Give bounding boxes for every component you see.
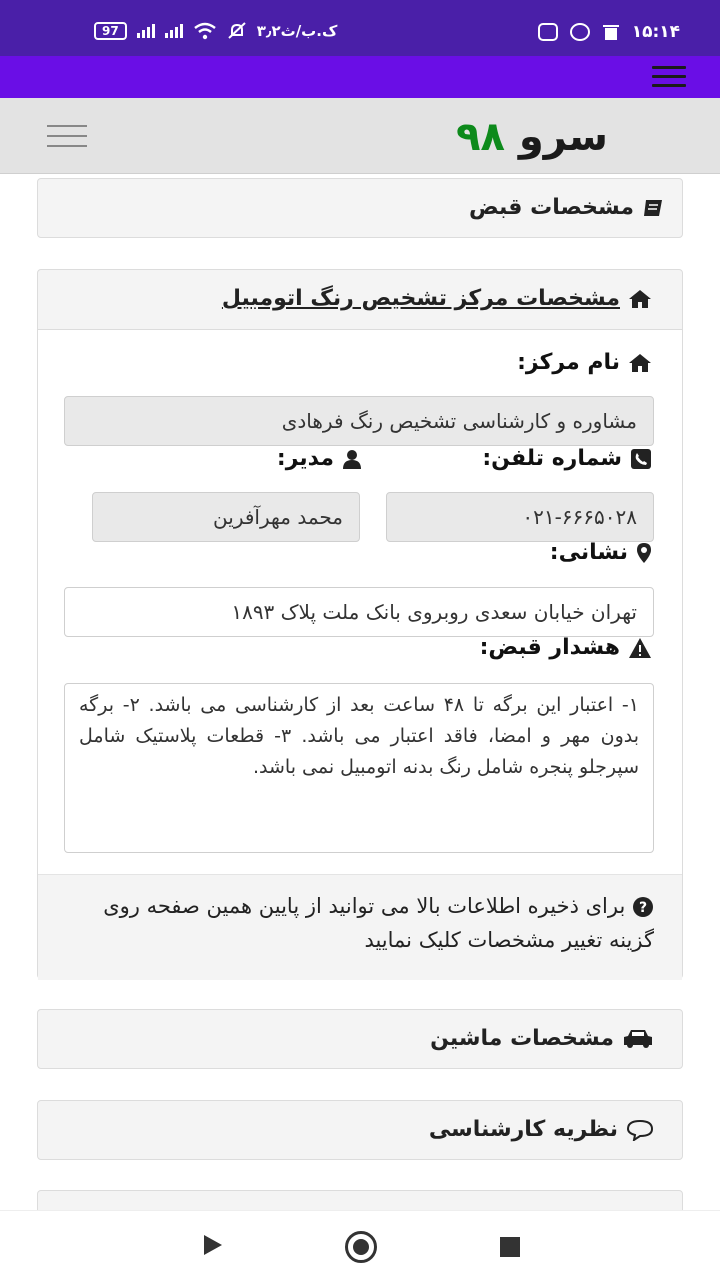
phone-label bbox=[482, 446, 652, 471]
signal-icon-2 bbox=[165, 24, 183, 38]
car-panel-title[interactable] bbox=[430, 1026, 654, 1051]
receipt-title-text: مشخصات قبض bbox=[469, 195, 634, 220]
center-panel bbox=[37, 269, 683, 979]
map-pin-icon bbox=[636, 542, 652, 564]
center-name-field[interactable]: مشاوره و کارشناسی تشخیص رنگ فرهادی bbox=[64, 396, 654, 446]
logo[interactable] bbox=[456, 114, 608, 160]
hamburger-icon[interactable] bbox=[47, 125, 87, 147]
menu-icon[interactable] bbox=[652, 66, 686, 88]
manager-field[interactable]: محمد مهرآفرین bbox=[92, 492, 360, 542]
battery-icon: 97 bbox=[94, 22, 127, 40]
home-icon bbox=[628, 353, 652, 373]
address-label-text: نشانی: bbox=[549, 540, 628, 565]
expert-panel-title[interactable] bbox=[429, 1117, 654, 1142]
status-right bbox=[538, 22, 680, 42]
receipt-panel-title[interactable] bbox=[469, 195, 664, 220]
car-panel[interactable] bbox=[37, 1009, 683, 1069]
clock: ۱۵:۱۴ bbox=[631, 22, 680, 42]
status-left bbox=[94, 22, 337, 40]
status-bar bbox=[0, 0, 720, 56]
signal-icon bbox=[137, 24, 155, 38]
warning-label-text: هشدار قبض: bbox=[479, 635, 620, 660]
manager-label bbox=[277, 446, 362, 471]
phone-field[interactable]: ۰۲۱-۶۶۶۵۰۲۸ bbox=[386, 492, 654, 542]
expert-title-text: نظریه کارشناسی bbox=[428, 1117, 618, 1142]
app-e-icon bbox=[570, 23, 590, 41]
svg-text:?: ? bbox=[638, 900, 648, 916]
center-panel-footer bbox=[38, 874, 682, 980]
warning-icon bbox=[628, 637, 652, 659]
center-panel-title[interactable] bbox=[222, 286, 652, 311]
center-name-label bbox=[517, 350, 652, 375]
network-speed: ۳٫۲ک.ب/ث bbox=[256, 22, 338, 40]
back-icon[interactable] bbox=[204, 1235, 222, 1255]
logo-word: سرو bbox=[518, 114, 608, 160]
main-content bbox=[0, 174, 720, 1210]
warning-textarea[interactable]: ۱- اعتبار این برگه تا ۴۸ ساعت بعد از کارشناسی می باشد. ۲- برگه بدون مهر و امضا، فاقد اعتبار می باشد. ۳- قطعات پلاستیک شامل سپرجلو پنجره شامل رنگ بدنه اتومبیل نمی باشد. bbox=[64, 683, 654, 853]
book-icon bbox=[642, 198, 664, 218]
center-title-text: مشخصات مرکز تشخیص رنگ اتومبیل bbox=[221, 286, 620, 311]
center-panel-body bbox=[38, 330, 682, 874]
center-panel-header[interactable] bbox=[38, 270, 682, 330]
instagram-icon bbox=[538, 23, 558, 41]
comment-icon bbox=[626, 1119, 654, 1141]
app-bar bbox=[0, 56, 720, 98]
next-panel[interactable] bbox=[37, 1190, 683, 1210]
logo-number: ۹۸ bbox=[456, 114, 505, 160]
help-text-content: برای ذخیره اطلاعات بالا می توانید از پایین همین صفحه روی گزینه تغییر مشخصات کلیک نمایید bbox=[103, 894, 654, 952]
help-text bbox=[64, 889, 654, 957]
phone-label-text: شماره تلفن: bbox=[482, 446, 622, 471]
mute-icon bbox=[227, 22, 247, 40]
warning-label bbox=[480, 635, 652, 660]
address-label bbox=[550, 540, 652, 565]
wifi-icon bbox=[193, 22, 217, 40]
trash-icon bbox=[602, 23, 620, 41]
question-circle-icon bbox=[632, 896, 654, 918]
manager-label-text: مدیر: bbox=[276, 446, 334, 471]
site-header bbox=[0, 98, 720, 174]
car-title-text: مشخصات ماشین bbox=[430, 1026, 614, 1051]
address-field[interactable]: تهران خیابان سعدی روبروی بانک ملت پلاک ۱۸۹۳ bbox=[64, 587, 654, 637]
car-icon bbox=[622, 1028, 654, 1050]
expert-panel[interactable] bbox=[37, 1100, 683, 1160]
user-icon bbox=[342, 449, 362, 469]
receipt-panel[interactable] bbox=[37, 178, 683, 238]
recent-apps-icon[interactable] bbox=[500, 1237, 520, 1257]
home-button-icon[interactable] bbox=[345, 1231, 377, 1263]
center-name-label-text: نام مرکز: bbox=[517, 350, 620, 375]
navigation-bar bbox=[0, 1210, 720, 1280]
phone-icon bbox=[630, 448, 652, 470]
home-icon bbox=[628, 289, 652, 309]
